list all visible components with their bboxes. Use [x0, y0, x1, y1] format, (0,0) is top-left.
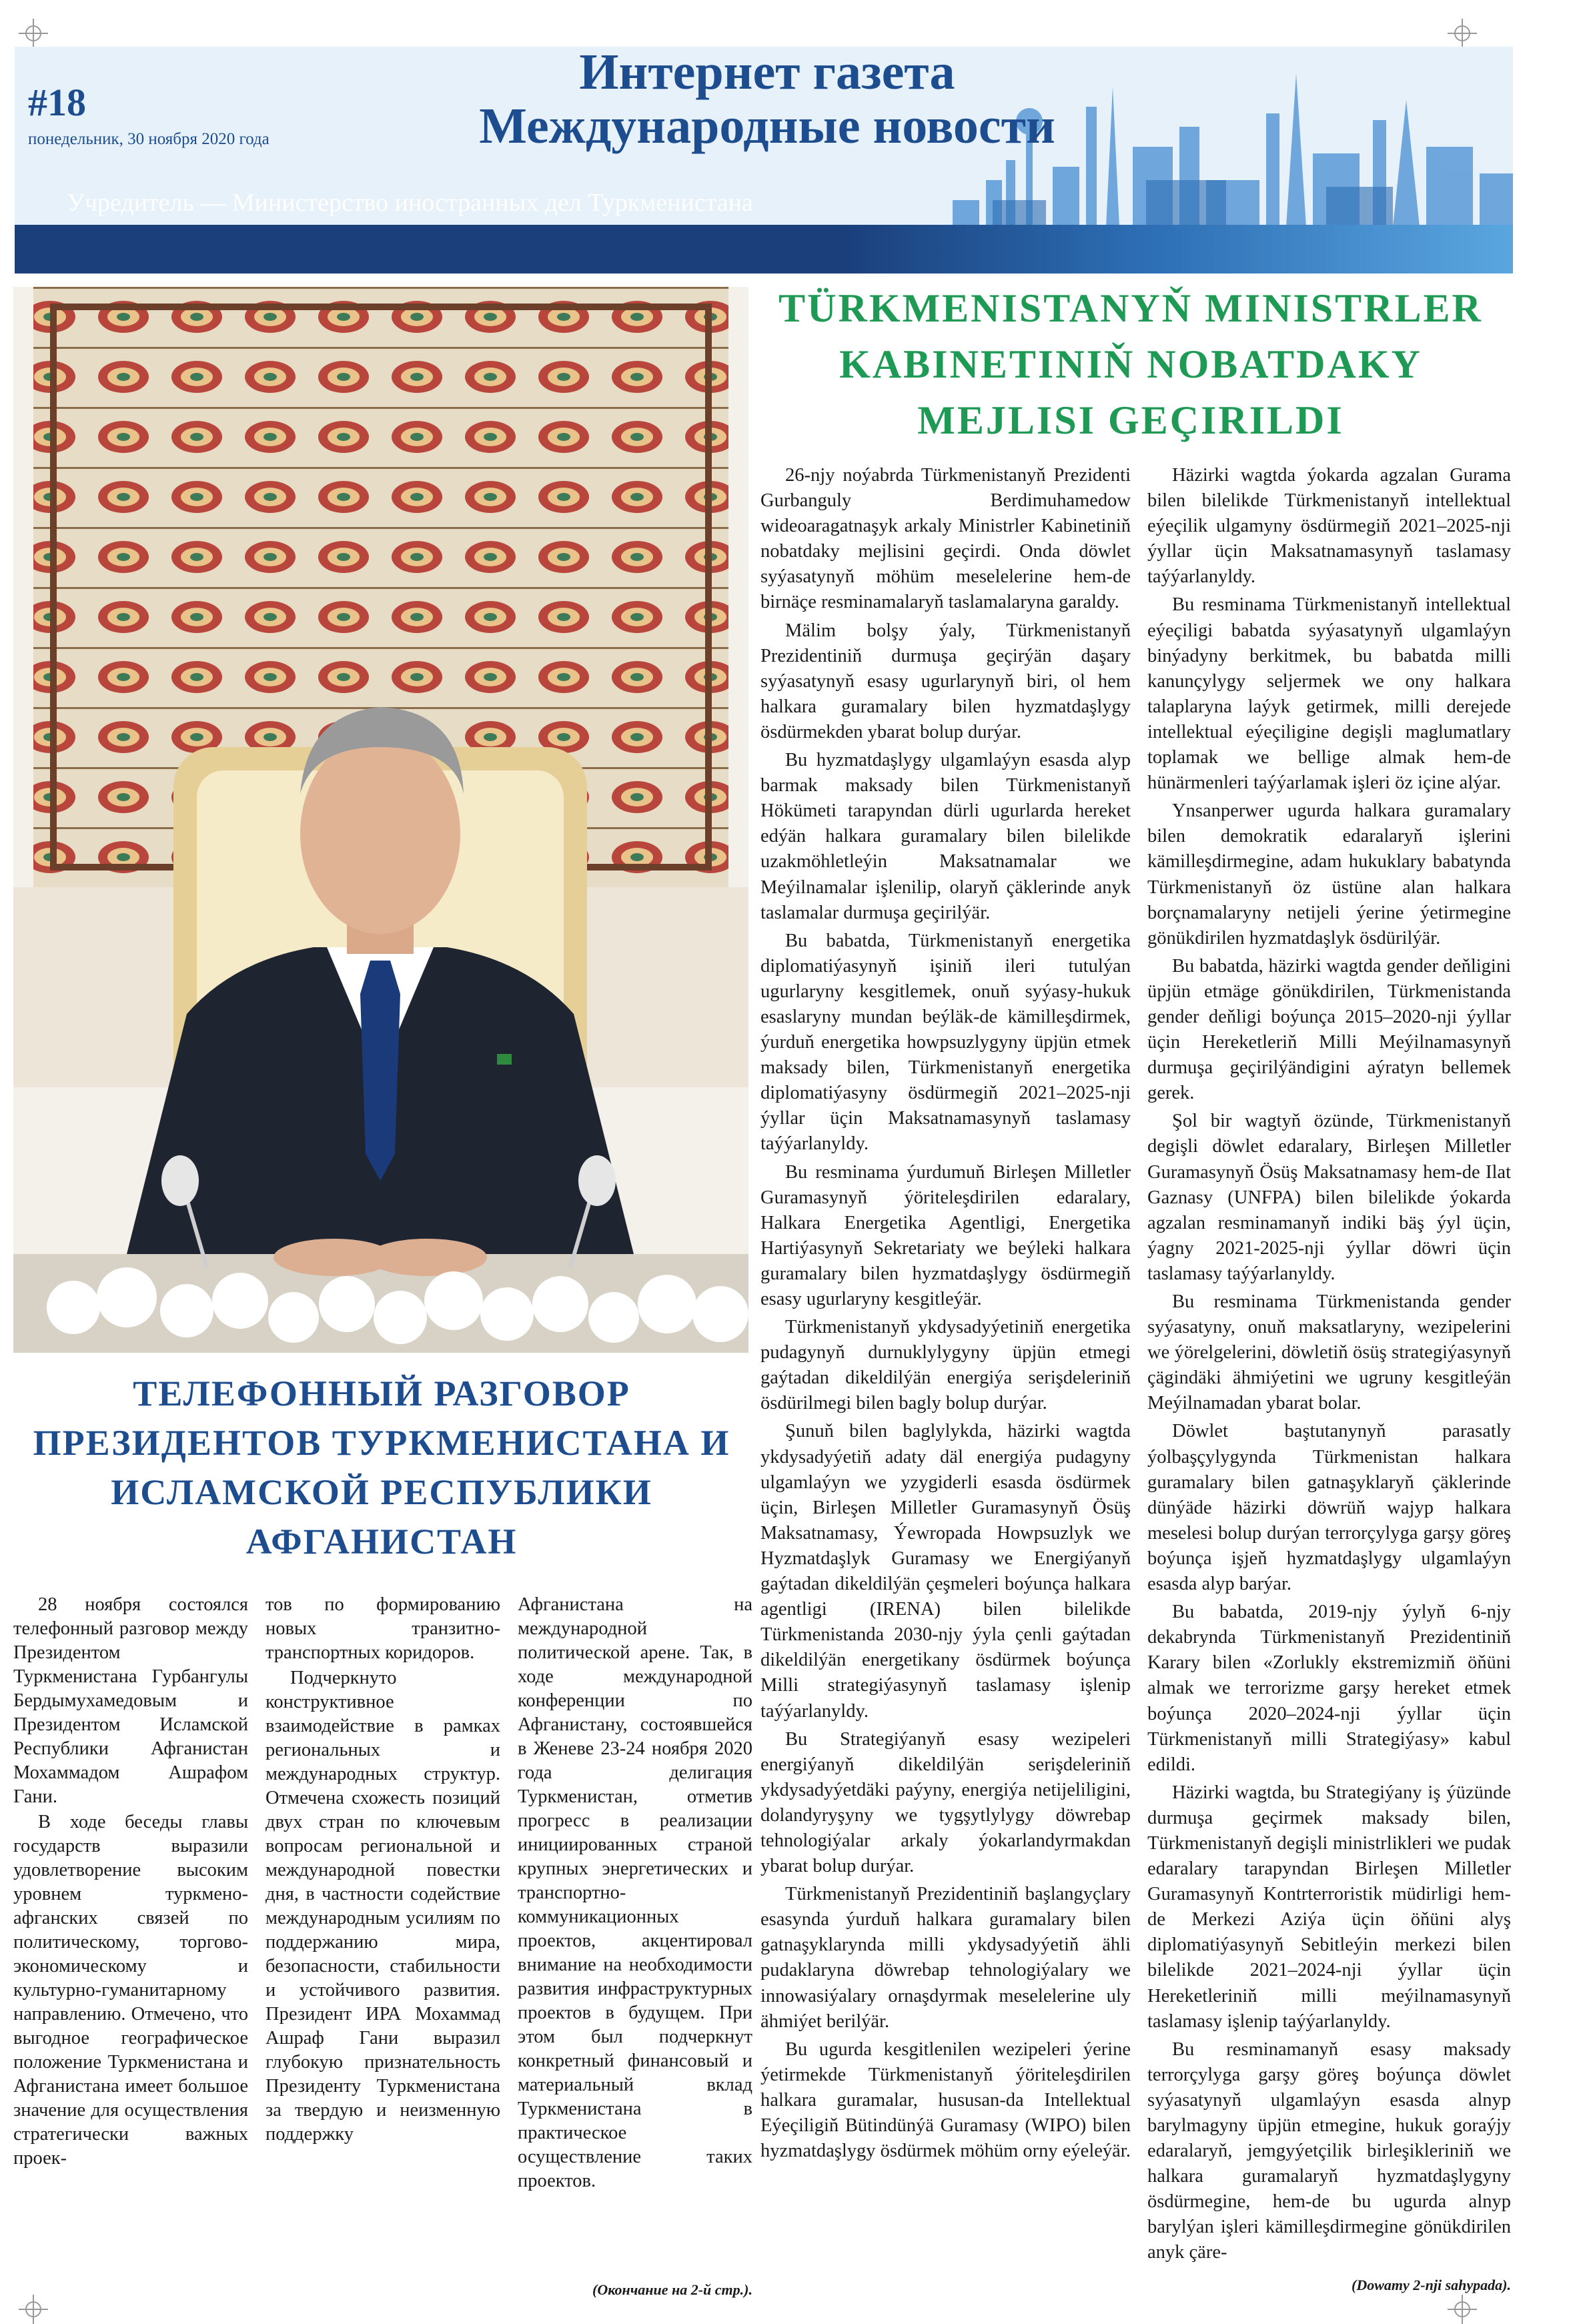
tk-continued-note: (Dowamy 2-nji sahypada).	[1352, 2277, 1511, 2293]
paragraph: Bu ugurda kesgitlenilen wezipeleri ýerine ýetirmekde Türkmenistanyň ýöriteleşdirilen halkara guramalar, hususan-da Intellektual Eýeçiligiň Bütindünýä Guramasy (WIPO) bilen hyzmatdaşlygy ösdürmek möhüm orny eýeleýär.	[760, 2039, 1131, 2162]
paragraph: Афганистана на международной политической арене. Так, в ходе международной конференции по Афганистану, состоявшейся в Женеве 23-24 ноября 2020 года делигация Туркменистан, отметив прогресс в реализации инициированных страной крупных энергетических и транспортно-коммуникационных проектов, акцентировал внимание на необходимости развития инфраструктурных проектов в будущем. При этом был подчеркнут конкретный финансовый и материальный вклад Туркменистана в практическое осуществление таких проектов.	[518, 1594, 752, 2191]
crop-mark-bottom-right	[1448, 2295, 1477, 2324]
paragraph: Şunuň bilen baglylykda, häzirki wagtda ykdysadyýetiň adaty däl energiýa pudagyny ulgamlaýyn we yzygiderli esasda ösdürmek üçin, Birleşen Milletler Guramasynyň Ösüş Maksatnamasy, Ýewropada Howpsuzlyk we Hyzmatdaşlyk Guramasy we Energiýanyň gaýtadan dikeldilýän çeşmeleri boýunça halkara agentligi (IRENA) bilen bilelikde Türkmenistanda 2030-njy ýyla çenli gaýtadan dikeldilýän energetikany ösdürmek boýunça Milli strategiýasynyň taslamasy işlenip taýýarlanyldy.	[760, 1421, 1131, 1722]
paragraph: Bu babatda, Türkmenistanyň energetika diplomatiýasynyň işiniň ileri tutulýan ugurlaryny kesgitlemek, onuň syýasy-hukuk esaslaryny mundan beýläk-de kämilleşdirmek, ýurduň energetika howpsuzlygyny üpjün etmek maksady bilen, Türkmenistanyň energetika diplomatiýasyny ösdürmegiň 2021–2025-nji ýyllar üçin Maksatnamasynyň taslamasy taýýarlanyldy.	[760, 930, 1131, 1155]
tk-article-headline: TÜRKMENISTANYŇ MINISTRLER KABINETINIŇ NOBATDAKY MEJLISI GEÇIRILDI	[778, 286, 1483, 442]
newspaper-subtitle: Международные новости	[479, 98, 1055, 154]
tk-article-column-1	[760, 463, 1131, 2291]
paragraph: Bu resminama ýurdumuň Birleşen Milletler Guramasynyň ýöriteleşdirilen edaralary, Halkara Energetika Agentligi, Energetika Hartiýasynyň Sekretariaty we beýleki halkara guramalary bilen hyzmatdaşlygy ösdürmegiň esasy ugurlaryny kesgitleýär.	[760, 1161, 1131, 1309]
paragraph: Bu resminamanyň esasy maksady terrorçylyga garşy göreş boýunça döwlet syýasatynyň ulgamlaýyn esasda alnyp barylmagyny üpjün etmegine, hukuk goraýjy edaralaryň, jemgyýetçilik birleşikleriniň we halkara guramalaryň hyzmatdaşlygyny ösdürmegine, hem-de bu ugurda alnyp barylýan işleri kämilleşdirmegine gönükdirilen anyk çäre-	[1147, 2039, 1511, 2263]
paragraph: Bu resminama Türkmenistanyň intellektual eýeçiligi babatda syýasatynyň ulgamlaýyn binýadyny berkitmek, bu babatda milli kanunçylygy seljermek we ony halkara talaplaryna laýyk getirmek, milli derejede intellektual eýeçiligine degişli maglumatlary toplamak we bellige almak hem-de hünärmenleri taýýarlamak işleri öz içine alýar.	[1147, 594, 1511, 794]
paragraph: Häzirki wagtda ýokarda agzalan Gurama bilen bilelikde Türkmenistanyň intellektual eýeçilik ulgamyny ösdürmegiň 2021–2025-nji ýyllar üçin Maksatnamasynyň taslamasy taýýarlanyldy.	[1147, 465, 1511, 588]
paragraph: Mälim bolşy ýaly, Türkmenistanyň Prezidentiniň durmuşa geçirýän daşary syýasatynyň esasy ugurlarynyň biri, ol hem halkara guramalary bilen hyzmatdaşlygy ösdürmekden ybarat bolup durýar.	[760, 620, 1131, 742]
paragraph: Bu Strategiýanyň esasy wezipeleri energiýanyň dikeldilýän serişdeleriniň ykdysadyýetdäki paýyny, energiýa netijeliligini, dolandyryşyny we tygşytlylygy döwrebap tehnologiýalar arkaly ýokarlandyrmakdan ybarat bolup durýar.	[760, 1728, 1131, 1877]
paragraph: Ynsanperwer ugurda halkara guramalary bilen demokratik edaralaryň işlerini kämilleşdirmegine, adam hukuklary babatynda Türkmenistanyň öz üstüne alan halkara borçnamalaryny netijeli ýerine ýetirmegine gönükdirilen hyzmatdaşlyk ösdürilýär.	[1147, 800, 1511, 949]
paragraph: Häzirki wagtda, bu Strategiýany iş ýüzünde durmuşa geçirmek maksady bilen, Türkmenistanyň degişli ministrlikleri we pudak edaralary tarapyndan Birleşen Milletler Guramasynyň Kontrterroristik müdirligi hem-de Merkezi Aziýa üçin öňüni alyş diplomatiýasynyň Sebitleýin merkezi bilen bilelikde 2021–2024-nji ýyllar üçin Hereketleriniň milli meýilnamasynyň taslamasy işlenip taýýarlanyldy.	[1147, 1782, 1511, 2032]
paragraph: Bu babatda, häzirki wagtda gender deňligini üpjün etmäge gönükdirilen, Türkmenistanda gender deňligi boýunça 2015–2020-nji ýyllar üçin Hereketleriň Milli Meýilnamasynyň durmuşa geçirilýändigini aýratyn bellemek gerek.	[1147, 955, 1511, 1104]
issue-date: понедельник, 30 ноября 2020 года	[28, 130, 270, 148]
paragraph: В ходе беседы главы государств выразили удовлетворение высоким уровнем туркмено-афганских связей по политическому, торгово-экономическому и культурно-гуманитарному направлению. Отмечено, что выгодное географическое положение Туркменистана и Афганистана имеет большое значение для осуществления стратегически важных проек-	[13, 1812, 248, 2169]
ru-article-column-1	[13, 1593, 248, 2172]
issue-number: #18	[28, 81, 86, 124]
paragraph: тов по формированию новых транзитно-транспортных коридоров.	[266, 1594, 500, 1663]
ru-article-headline: ТЕЛЕФОННЫЙ РАЗГОВОР ПРЕЗИДЕНТОВ ТУРКМЕНИСТАНА И ИСЛАМСКОЙ РЕСПУБЛИКИ АФГАНИСТАН	[33, 1373, 730, 1562]
founder-line: Учредитель — Министерство иностранных дел Туркменистана	[67, 189, 753, 217]
paragraph: Döwlet baştutanynyň parasatly ýolbaşçylygynda Türkmenistan halkara guramalary bilen gatnaşyklaryň çäklerinde dünýäde häzirki döwrüň wajyp halkara meselesi bolup durýan terrorçylyga garşy göreş boýunça işjeň hyzmatdaşlygy ulgamlaýyn esasda alyp barýar.	[1147, 1421, 1511, 1595]
ru-article-column-2	[266, 1593, 500, 2148]
paragraph: Şol bir wagtyň özünde, Türkmenistanyň degişli döwlet edaralary, Birleşen Milletler Guramasynyň Ösüş Maksatnamasy hem-de Ilat Gaznasy (UNFPA) bilen bilelikde ýokarda agzalan resminamanyň indiki bäş ýyl üçin, ýagny 2021-2025-nji ýyllar döwri üçin taslamasy taýýarlanyldy.	[1147, 1111, 1511, 1284]
paragraph: Bu babatda, 2019-njy ýylyň 6-njy dekabrynda Türkmenistanyň Prezidentiniň Karary bilen «Zorlukly ekstremizmiň öňüni almak we terrorizme garşy hereket etmek boýunça 2020–2024-nji ýyllar üçin Türkmenistanyň milli Strategiýasy» kabul edildi.	[1147, 1602, 1511, 1775]
paragraph: Bu hyzmatdaşlygy ulgamlaýyn esasda alyp barmak maksady bilen Türkmenistanyň Hökümeti tarapyndan dürli ugurlarda hereket edýän halkara guramalary bilen bilelikde uzakmöhletleýin Maksatnamalar we Meýilnamalar işlenilip, olaryň çäklerinde anyk taslamalar durmuşa geçirilýär.	[760, 750, 1131, 923]
newspaper-title: Интернет газета	[579, 44, 955, 100]
paragraph: Bu resminama Türkmenistanda gender syýasatyny, onuň maksatlaryny, wezipelerini we ýörelgelerini, döwletiň ösüş strategiýasynyň çägindäki ähmiýetini we ugruny kesgitleýän Meýilnamadan ybarat bolar.	[1147, 1291, 1511, 1414]
paragraph: Подчеркнуто конструктивное взаимодействие в рамках региональных и международных структур. Отмечена схожесть позиций двух стран по ключевым вопросам региональной и международной повестки дня, в частности содействие международным усилиям по поддержанию мира, безопасности, стабильности и устойчивого развития. Президент ИРА Мохаммад Ашраф Гани выразил глубокую признательность Президенту Туркменистана за твердую и неизменную поддержку	[266, 1668, 500, 2145]
paragraph: Türkmenistanyň ykdysadyýetiniň energetika pudagynyň durnuklylygyny üpjün etmegi gaýtadan dikeldilýän energiýa serişdeleriniň ösdürilmegi bilen bagly bolup durýar.	[760, 1317, 1131, 1414]
founder-bar	[15, 225, 1513, 273]
president-photo	[13, 287, 748, 1353]
tk-article-column-2	[1147, 463, 1511, 2291]
paragraph: 26-njy noýabrda Türkmenistanyň Prezidenti Gurbanguly Berdimuhamedow wideoaragatnaşyk arkaly Ministrler Kabinetiniň nobatdaky mejlisini geçirdi. Onda döwlet syýasatynyň möhüm meselelerine hem-de birnäçe resminamalaryň taslamalaryna garaldy.	[760, 465, 1131, 613]
crop-mark-bottom-left	[19, 2295, 48, 2324]
ru-article-column-3	[518, 1593, 752, 2195]
paragraph: 28 ноября состоялся телефонный разговор между Президентом Туркменистана Гурбангулы Бердымухамедовым и Президентом Исламской Республики Афганистан Мохаммадом Ашрафом Гани.	[13, 1594, 248, 1807]
ru-continued-note: (Окончание на 2-й стр.).	[592, 2281, 752, 2298]
paragraph: Türkmenistanyň Prezidentiniň başlangyçlary esasynda ýurduň halkara guramalary bilen gatnaşyklarynda milli ykdysadyýetiň ähli pudaklaryna döwrebap tehnologiýalary we innowasiýalary ornaşdyrmak meselelerine uly ähmiýet berilýär.	[760, 1884, 1131, 2032]
